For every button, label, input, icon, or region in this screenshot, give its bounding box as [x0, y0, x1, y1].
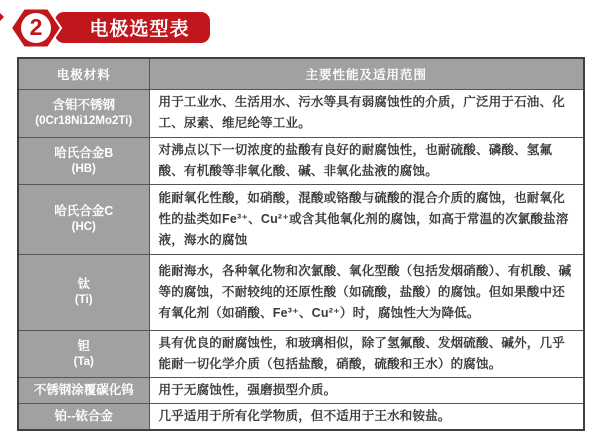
- step-badge: [9, 6, 63, 50]
- material-name: 钽: [77, 338, 90, 353]
- material-cell: [18, 137, 149, 184]
- description-cell: 用于无腐蚀性，强磨损型介质。: [149, 377, 584, 403]
- table-row: [18, 330, 584, 377]
- material-name: 不锈钢涂覆碳化钨: [33, 383, 134, 397]
- description-cell: 对沸点以下一切浓度的盐酸有良好的耐腐蚀性，也耐硫酸、磷酸、氢氟酸、有机酸等非氧化酸、碱、非氧化盐液的腐蚀。: [149, 137, 584, 184]
- material-cell: [18, 184, 149, 254]
- material-name: 哈氏合金C: [54, 204, 114, 218]
- description-cell: 几乎适用于所有化学物质，但不适用于王水和铵盐。: [149, 403, 584, 430]
- material-cell: [18, 330, 149, 377]
- material-cell: [18, 89, 149, 137]
- material-code: (0Cr18Ni12Mo2Ti): [35, 115, 133, 127]
- material-code: (Ti): [74, 294, 93, 306]
- table-row: [18, 184, 584, 254]
- page-header: [0, 0, 600, 56]
- material-name: 铂--铱合金: [54, 409, 113, 423]
- material-code: (HC): [71, 221, 96, 233]
- ribbon-tail: [0, 13, 4, 21]
- table-row: [18, 403, 584, 430]
- page-title: [55, 12, 210, 43]
- material-cell: [18, 254, 149, 330]
- description-cell: 能耐氧化性酸，如硝酸，混酸或铬酸与硫酸的混合介质的腐蚀，也耐氧化性的盐类如Fe³⁺、Cu²⁺或含其他氧化剂的腐蚀，如高于常温的次氯酸盐溶液，海水的腐蚀: [149, 184, 584, 254]
- column-header-material: 电极材料: [18, 58, 149, 89]
- badge-number: 2: [29, 14, 43, 40]
- column-header-performance: 主要性能及适用范围: [149, 58, 584, 89]
- table-header-row: [18, 58, 584, 89]
- description-cell: 具有优良的耐腐蚀性，和玻璃相似，除了氢氟酸、发烟硫酸、碱外，几乎能耐一切化学介质（包括盐酸，硝酸，硫酸和王水）的腐蚀。: [149, 330, 584, 377]
- material-code: (HB): [71, 162, 96, 175]
- table-row: [18, 377, 584, 403]
- material-name: 哈氏合金B: [54, 145, 114, 160]
- material-cell: [18, 403, 149, 430]
- material-code: (Ta): [73, 355, 94, 368]
- material-name: 含钼不锈钢: [52, 98, 115, 112]
- material-cell: [18, 377, 149, 403]
- electrode-selection-table: [17, 57, 585, 431]
- page-title-text: 电极选型表: [89, 19, 190, 40]
- table-row: [18, 254, 584, 330]
- material-name: 钛: [77, 277, 90, 291]
- table-row: [18, 137, 584, 184]
- table-row: [18, 89, 584, 137]
- description-cell: 能耐海水，各种氧化物和次氯酸、氧化型酸（包括发烟硝酸）、有机酸、碱等的腐蚀，不耐较纯的还原性酸（如硫酸，盐酸）的腐蚀。但如果酸中还有氧化剂（如硝酸、Fe³⁺、Cu²⁺）时，腐蚀性大为降低。: [149, 254, 584, 330]
- description-cell: 用于工业水、生活用水、污水等具有弱腐蚀性的介质，广泛用于石油、化工、尿素、维尼纶等工业。: [149, 89, 584, 137]
